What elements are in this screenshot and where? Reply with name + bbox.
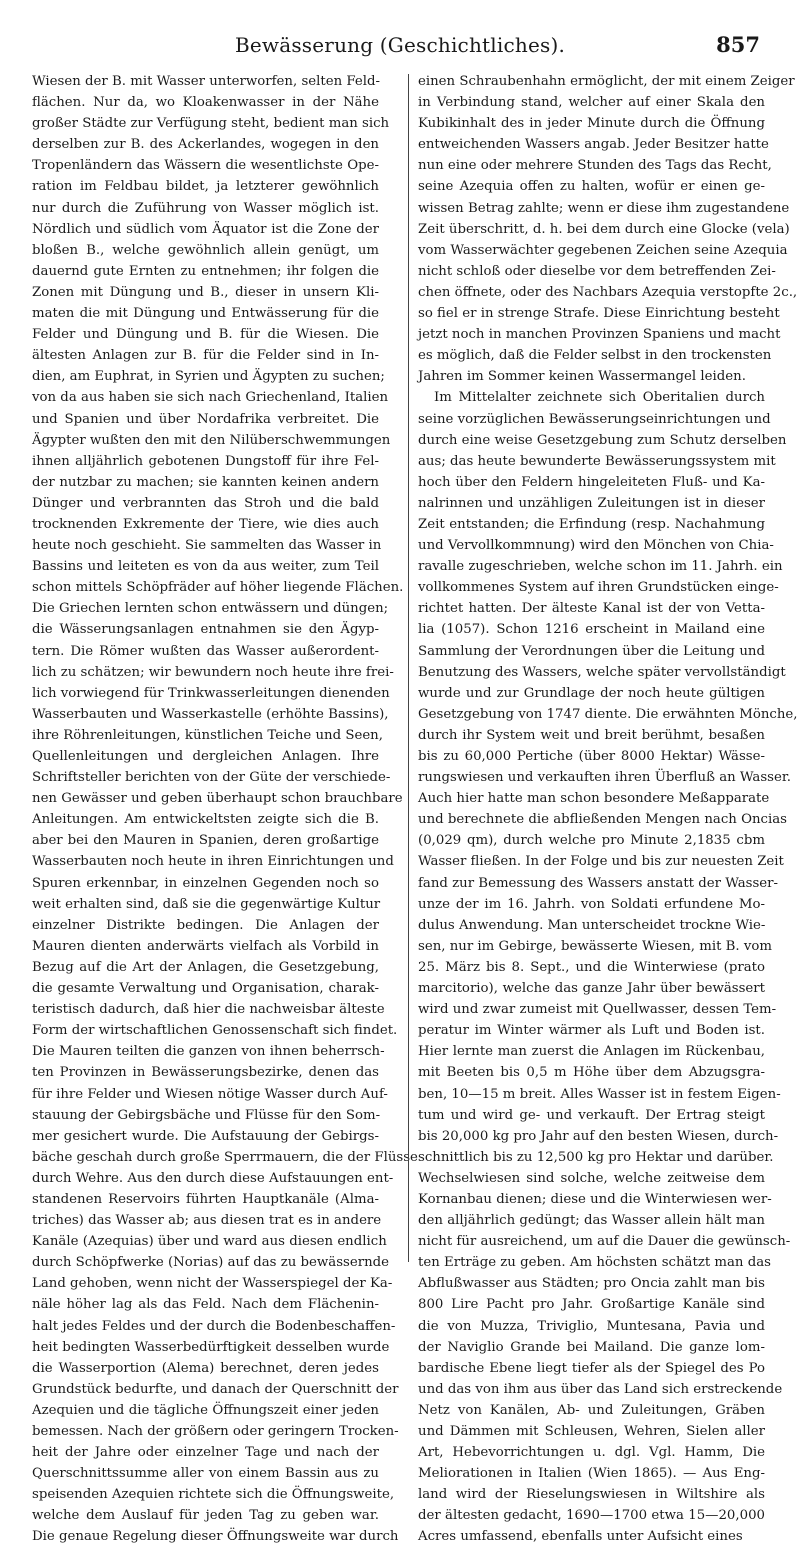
text-line: dien, am Euphrat, in Syrien und Ägypten zu suchen;	[32, 369, 385, 385]
text-line: einzelner Distrikte bedingen. Die Anlagen der	[32, 917, 379, 933]
text-line: nun eine oder mehrere Stunden des Tags das Recht,	[418, 158, 772, 174]
text-line: Azequien und die tägliche Öffnungszeit einer jeden	[32, 1402, 379, 1418]
text-line: bemessen. Nach der größern oder geringern Trocken-	[32, 1424, 399, 1439]
text-line: sen, nur im Gebirge, bewässerte Wiesen, mit B. vom	[418, 938, 773, 954]
text-line: Auch hier hatte man schon besondere Meßapparate	[418, 791, 770, 807]
text-line: und Spanien und über Nordafrika verbreitet. Die	[32, 411, 379, 427]
text-line: 25. März bis 8. Sept., und die Winterwiese (prato	[418, 959, 765, 975]
text-line: aus; das heute bewunderte Bewässerungssystem mit	[418, 453, 776, 469]
text-line: der ältesten gedacht, 1690—1700 etwa 15—20,000	[418, 1508, 765, 1524]
text-line: wissen Betrag zahlte; wenn er diese ihm zugestandene	[418, 200, 790, 216]
text-line: teristisch dadurch, daß hier die nachweisbar älteste	[32, 1002, 385, 1018]
text-line: Felder und Düngung und B. für die Wiesen. Die	[32, 327, 379, 343]
text-line: Nördlich und südlich vom Äquator ist die Zone der	[32, 221, 379, 237]
text-line: flächen. Nur da, wo Kloakenwasser in der Nähe	[32, 95, 379, 111]
text-line: Jahren im Sommer keinen Wassermangel leiden.	[418, 369, 746, 385]
text-line: seine vorzüglichen Bewässerungseinrichtungen und	[418, 411, 771, 427]
text-line: lia (1057). Schon 1216 erscheint in Mailand eine	[418, 622, 765, 638]
text-line: bloßen B., welche gewöhnlich allein genügt, um	[32, 242, 379, 258]
text-line: Wasser fließen. In der Folge und bis zur neuesten Zeit	[418, 854, 784, 870]
text-line: den alljährlich gedüngt; das Wasser allein hält man	[418, 1213, 765, 1229]
text-line: ihre Röhrenleitungen, künstlichen Teiche und Seen,	[32, 727, 383, 743]
text-line: ältesten Anlagen zur B. für die Felder sind in In-	[32, 348, 379, 364]
text-line: mit Beeten bis 0,5 m Höhe über dem Abzugsgra-	[418, 1065, 765, 1081]
text-line: Wiesen der B. mit Wasser unterworfen, selten Feld-	[32, 74, 381, 89]
text-line: bis 20,000 kg pro Jahr auf den besten Wiesen, durch-	[418, 1128, 779, 1144]
text-line: der Naviglio Grande bei Mailand. Die ganze lom-	[418, 1339, 765, 1355]
text-line: durch Schöpfwerke (Norias) auf das zu bewässernde	[32, 1255, 390, 1271]
text-line: Zeit überschritt, d. h. bei dem durch eine Glocke (vela)	[418, 221, 790, 237]
text-line: nen Gewässer und geben überhaupt schon brauchbare	[32, 791, 403, 807]
text-line: stauung der Gebirgsbäche und Flüsse für den Som-	[32, 1107, 381, 1123]
text-line: großer Städte zur Verfügung steht, bedient man sich	[32, 116, 390, 132]
text-line: chen öffnete, oder des Nachbars Azequia verstopfte 2c.,	[418, 284, 798, 300]
text-line: Acres umfassend, ebenfalls unter Aufsicht eines	[418, 1529, 743, 1545]
text-line: triches) das Wasser ab; aus diesen trat es in andere	[32, 1213, 382, 1229]
text-line: land wird der Rieselungswiesen in Wiltshire als	[418, 1487, 765, 1503]
text-line: bis zu 60,000 Pertiche (über 8000 Hektar) Wässe-	[418, 749, 765, 764]
text-line: Netz von Kanälen, Ab- und Zuleitungen, Gräben	[418, 1402, 765, 1418]
text-line: lich zu schätzen; wir bewundern noch heute ihre frei-	[32, 664, 394, 680]
text-line: ihnen alljährlich gebotenen Dungstoff für ihre Fel-	[32, 453, 379, 469]
text-line: die von Muzza, Triviglio, Muntesana, Pavia und	[418, 1318, 765, 1334]
text-line: und Vervollkommnung) wird den Mönchen von Chia-	[418, 538, 774, 554]
text-line: bardische Ebene liegt tiefer als der Spiegel des Po	[418, 1360, 765, 1376]
text-line: Anleitungen. Am entwickeltsten zeigte sich die B.	[32, 812, 379, 828]
text-line: dauernd gute Ernten zu entnehmen; ihr folgen die	[32, 263, 379, 279]
text-line: 800 Lire Pacht pro Jahr. Großartige Kanäle sind	[418, 1297, 765, 1313]
right-text-column	[418, 71, 798, 1548]
text-line: durch Wehre. Aus den durch diese Aufstauungen ent-	[32, 1170, 394, 1186]
text-line: Ägypter wußten den mit den Nilüberschwemmungen	[32, 432, 391, 448]
text-line: seine Azequia offen zu halten, wofür er einen ge-	[418, 179, 765, 195]
text-line: durch eine weise Gesetzgebung zum Schutz derselben	[418, 432, 787, 448]
text-line: Wasserbauten und Wasserkastelle (erhöhte Bassins),	[32, 706, 389, 722]
text-line: Gesetzgebung von 1747 diente. Die erwähnten Mönche,	[418, 706, 798, 722]
text-line: aber bei den Mauren in Spanien, deren großartige	[32, 833, 379, 849]
text-line: Kubikinhalt des in jeder Minute durch die Öffnung	[418, 116, 765, 132]
text-line: Bezug auf die Art der Anlagen, die Gesetzgebung,	[32, 959, 379, 975]
text-line: Meliorationen in Italien (Wien 1865). — Aus Eng-	[418, 1466, 765, 1482]
text-line: die Wässerungsanlagen entnahmen sie den Ägyp-	[32, 622, 379, 638]
text-line: vollkommenes System auf ihren Grundstücken einge-	[418, 580, 779, 596]
column-divider	[408, 74, 409, 1262]
text-line: so fiel er in strenge Strafe. Diese Einrichtung besteht	[418, 306, 780, 322]
text-line: dulus Anwendung. Man unterscheidet trockne Wie-	[418, 917, 766, 933]
text-line: trocknenden Exkremente der Tiere, wie dies auch	[32, 516, 379, 532]
text-line: entweichenden Wassers angab. Jeder Besitzer hatte	[418, 137, 769, 153]
text-line: Wechselwiesen sind solche, welche zeitweise dem	[418, 1170, 765, 1186]
text-line: wird und zwar zumeist mit Quellwasser, dessen Tem-	[418, 1002, 777, 1018]
text-line: ten Provinzen in Bewässerungsbezirke, denen das	[32, 1065, 379, 1081]
text-line: schnittlich bis zu 12,500 kg pro Hektar und darüber.	[418, 1149, 774, 1165]
text-line: lich vorwiegend für Trinkwasserleitungen dienenden	[32, 685, 390, 701]
text-line: Zonen mit Düngung und B., dieser in unsern Kli-	[32, 284, 379, 300]
text-line: rungswiesen und verkauften ihren Überfluß an Wasser.	[418, 770, 791, 786]
text-line: (0,029 qm), durch welche pro Minute 2,1835 cbm	[418, 833, 765, 849]
text-line: fand zur Bemessung des Wassers anstatt der Wasser-	[418, 875, 778, 891]
text-line: näle höher lag als das Feld. Nach dem Flächenin-	[32, 1297, 379, 1313]
text-line: Tropenländern das Wässern die wesentlichste Ope-	[32, 158, 379, 174]
text-line: tern. Die Römer wußten das Wasser außerordent-	[32, 643, 379, 659]
text-line: halt jedes Feldes und der durch die Bodenbeschaffen-	[32, 1318, 396, 1334]
text-line: bäche geschah durch große Sperrmauern, die der Flüsse	[32, 1149, 418, 1165]
text-line: Im Mittelalter zeichnete sich Oberitalien durch	[434, 390, 765, 406]
text-line: maten die mit Düngung und Entwässerung für die	[32, 306, 379, 322]
text-line: heit bedingten Wasserbedürftigkeit desselben wurde	[32, 1339, 390, 1355]
text-line: Kanäle (Azequias) über und ward aus diesen endlich	[32, 1234, 387, 1250]
text-line: Benutzung des Wassers, welche später vervollständigt	[418, 664, 786, 680]
text-line: weit erhalten sind, daß sie die gegenwärtige Kultur	[32, 896, 381, 912]
text-line: Kornanbau dienen; diese und die Winterwiesen wer-	[418, 1191, 772, 1207]
text-line: hoch über den Feldern hingeleiteten Fluß- und Ka-	[418, 474, 765, 490]
text-line: nur durch die Zuführung von Wasser möglich ist.	[32, 200, 379, 216]
text-line: heute noch geschieht. Sie sammelten das Wasser in	[32, 538, 382, 554]
text-line: unze der im 16. Jahrh. von Soldati erfundene Mo-	[418, 896, 765, 912]
text-line: die gesamte Verwaltung und Organisation, charak-	[32, 981, 379, 997]
text-line: wurde und zur Grundlage der noch heute gültigen	[418, 685, 765, 701]
text-line: von da aus haben sie sich nach Griechenland, Italien	[32, 390, 389, 406]
text-line: der nutzbar zu machen; sie kannten keinen andern	[32, 474, 379, 490]
text-line: Sammlung der Verordnungen über die Leitung und	[418, 643, 765, 659]
text-line: Die Mauren teilten die ganzen von ihnen beherrsch-	[32, 1044, 385, 1060]
text-line: Art, Hebevorrichtungen u. dgl. Vgl. Hamm, Die	[418, 1445, 765, 1461]
text-line: und das von ihm aus über das Land sich erstreckende	[418, 1381, 783, 1397]
text-line: Abflußwasser aus Städten; pro Oncia zahlt man bis	[418, 1276, 765, 1292]
page-heading: Bewässerung (Geschichtliches).	[234, 33, 566, 57]
text-line: Die Griechen lernten schon entwässern und düngen;	[32, 601, 389, 617]
text-line: Dünger und verbrannten das Stroh und die bald	[32, 495, 379, 511]
text-line: vom Wasserwächter gegebenen Zeichen seine Azequia	[418, 242, 788, 258]
text-line: Schriftsteller berichten von der Güte der verschiede-	[32, 770, 391, 786]
text-line: standenen Reservoirs führten Hauptkanäle (Alma-	[32, 1191, 379, 1207]
text-line: Zeit entstanden; die Erfindung (resp. Nachahmung	[418, 516, 765, 532]
text-line: die Wasserportion (Alema) berechnet, deren jedes	[32, 1360, 379, 1376]
text-line: Querschnittssumme aller von einem Bassin aus zu	[32, 1466, 379, 1482]
text-line: Quellenleitungen und dergleichen Anlagen. Ihre	[32, 749, 379, 764]
text-line: Grundstück bedurfte, und danach der Querschnitt der	[32, 1381, 399, 1397]
text-line: ration im Feldbau bildet, ja letzterer gewöhnlich	[32, 179, 379, 195]
page-number: 857	[716, 32, 760, 57]
text-line: ten Erträge zu geben. Am höchsten schätzt man das	[418, 1255, 771, 1271]
text-line: Hier lernte man zuerst die Anlagen im Rückenbau,	[418, 1044, 765, 1060]
text-line: Mauren dienten anderwärts vielfach als Vorbild in	[32, 938, 379, 954]
text-line: nicht für ausreichend, um auf die Dauer die gewünsch-	[418, 1234, 791, 1250]
text-line: einen Schraubenhahn ermöglicht, der mit einem Zeiger	[418, 74, 795, 89]
text-line: und Dämmen mit Schleusen, Wehren, Sielen aller	[418, 1424, 765, 1439]
text-line: marcitorio), welche das ganze Jahr über bewässert	[418, 981, 765, 997]
text-line: durch ihr System weit und breit berühmt, besaßen	[418, 727, 765, 743]
left-text-column	[32, 71, 418, 1548]
text-line: Form der wirtschaftlichen Genossenschaft sich findet.	[32, 1023, 398, 1039]
text-line: nalrinnen und unzähligen Zuleitungen ist in dieser	[418, 495, 765, 511]
text-line: welche dem Auslauf für jeden Tag zu geben war.	[32, 1508, 379, 1524]
text-line: Wasserbauten noch heute in ihren Einrichtungen und	[32, 854, 394, 870]
running-header	[32, 30, 768, 60]
text-line: peratur im Winter wärmer als Luft und Boden ist.	[418, 1023, 765, 1039]
text-line: jetzt noch in manchen Provinzen Spaniens und macht	[418, 327, 781, 343]
text-line: für ihre Felder und Wiesen nötige Wasser durch Auf-	[32, 1086, 388, 1102]
text-line: es möglich, daß die Felder selbst in den trockensten	[418, 348, 772, 364]
text-line: schon mittels Schöpfräder auf höher liegende Flächen.	[32, 580, 404, 596]
text-line: mer gesichert wurde. Die Aufstauung der Gebirgs-	[32, 1128, 379, 1144]
text-line: und berechnete die abfließenden Mengen nach Oncias	[418, 812, 787, 828]
text-line: ben, 10—15 m breit. Alles Wasser ist in festem Eigen-	[418, 1086, 781, 1102]
text-line: derselben zur B. des Ackerlandes, wogegen in den	[32, 137, 379, 153]
text-line: tum und wird ge- und verkauft. Der Ertrag steigt	[418, 1107, 765, 1123]
text-line: in Verbindung stand, welcher auf einer Skala den	[418, 95, 765, 111]
text-line: ravalle zugeschrieben, welche schon im 11. Jahrh. ein	[418, 559, 783, 575]
text-line: Die genaue Regelung dieser Öffnungsweite war durch	[32, 1529, 399, 1545]
text-line: Land gehoben, wenn nicht der Wasserspiegel der Ka-	[32, 1276, 393, 1292]
text-line: heit der Jahre oder einzelner Tage und nach der	[32, 1445, 379, 1461]
text-line: nicht schloß oder dieselbe vor dem betreffenden Zei-	[418, 263, 776, 279]
text-line: richtet hatten. Der älteste Kanal ist der von Vetta-	[418, 601, 765, 617]
text-line: Bassins und leiteten es von da aus weiter, zum Teil	[32, 559, 379, 575]
text-line: Spuren erkennbar, in einzelnen Gegenden noch so	[32, 875, 379, 891]
text-line: speisenden Azequien richtete sich die Öffnungsweite,	[32, 1487, 395, 1503]
